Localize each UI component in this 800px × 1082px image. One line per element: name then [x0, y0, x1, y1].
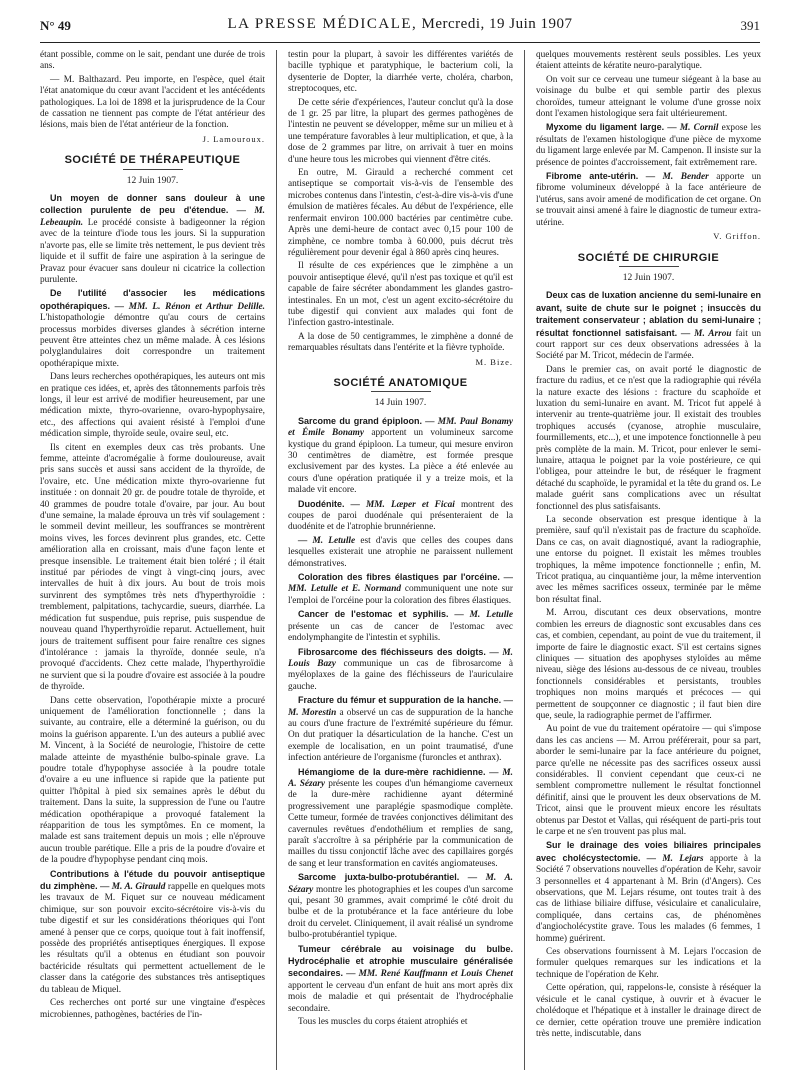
paragraph: — M. Balthazard. Peu importe, en l'espèce, quel était l'état anatomique du cœur avant l'accident et les antécédents pathologiques. La loi de 1898 et la jurisprudence de la Cour de cassation ne tiennent pas compte de l'état antérieur des lésions, mais bien de l'état antérieur de la fonction. — [40, 74, 265, 131]
article-author: — MM. Letulle et E. Normand — [288, 573, 513, 595]
paragraph: En outre, M. Girauld a recherché comment cet antiseptique se comportait vis-à-vis de l'ensemble des microbes contenus dans l'intestin, c'est-à-dire vis-à-vis d'une émulsion de matières fécales. Au début de l'expérience, elle renfermait environ 100.000 bactéries par centimètre cube. Après une demi-heure de contact avec 0,15 pour 100 de zimphène, ce nombre tomba à 60.000, puis décrut très régulièrement pour devenir égal à 860 après cinq heures. — [288, 168, 513, 258]
paragraph: Tous les muscles du corps étaient atrophiés et — [298, 1017, 468, 1028]
article-title: Sarcome du grand épiploon. — [298, 415, 423, 426]
paragraph: Ces observations fournissent à M. Lejars l'occasion de formuler quelques remarques sur les indications et la technique de l'opération de Kehr. — [536, 947, 761, 980]
article-author: — M. Letulle — [454, 610, 513, 621]
article-item — [288, 944, 513, 1015]
article-author: — MM. Paul Bonamy et Émile Bonamy — [288, 416, 513, 439]
section-divider — [123, 169, 183, 170]
issue-date: Mercredi, 19 Juin 1907 — [421, 16, 573, 32]
folio: 391 — [740, 18, 760, 33]
article-text: fait un court rapport sur ces deux observations adressées à la Société par M. Tricot, médecin de l'armée. — [536, 328, 761, 362]
section-date: 14 Juin 1907. — [374, 398, 427, 409]
article-item — [288, 536, 513, 570]
article-author: — M. A. Girauld — [100, 882, 166, 893]
article-author: — M. Morestin — [288, 696, 513, 718]
paragraph: Il résulte de ces expériences que le zimphène a un pouvoir antiseptique élevé, qu'il n'est pas toxique et qu'il est capable de faire sécréter abondamment les glandes gastro-intestinales. En un mot, c'est un agent excito-sécrétoire du tube digestif qui convient aux malades qui font de l'infection gastro-intestinale. — [288, 261, 513, 329]
article-author: — M. Lebeaupin. — [40, 206, 265, 228]
column-rule — [276, 50, 277, 1070]
section-title: SOCIÉTÉ ANATOMIQUE — [333, 376, 468, 389]
section-date: 12 Juin 1907. — [622, 272, 675, 283]
paragraph: testin pour la plupart, à savoir les différentes variétés de bacille typhique et paratyphique, le bacterium coli, la dysenterie de Dopter, la diarrhée verte, choléra, charbon, streptocoques, etc. — [288, 50, 513, 95]
section-date: 12 Juin 1907. — [126, 175, 179, 186]
article-text: rappelle en quelques mots les travaux de M. Fiquet sur ce nouveau médicament chimique, sur son pouvoir excito-sécrétoire vis-à-vis du tube digestif et sur les considérations théoriques qui l'ont amené à penser que ce corps, quoique tout à fait inoffensif, possède des propriétés antiseptiques énergiques. Il expose les résultats qu'il a obtenus en étudiant son pouvoir bactéricide résultats qui permettent actuellement de le classer dans la catégorie des substances très antiseptiques du tableau de Miquel. — [40, 882, 265, 995]
article-text: Le procédé consiste à badigeonner la région avec de la teinture d'iode tous les jours. Si la suppuration n'avorte pas, elle se limite très nettement, le pus devient très liquide et il suffit de faire une aspiration à la seringue de Pravaz pour évacuer sans douleur ni cicatrice la collection purulente. — [40, 217, 265, 285]
column-2 — [288, 50, 513, 1072]
article-title: Duodénite. — [298, 498, 345, 509]
article-title: Coloration des fibres élastiques par l'orcéine. — [298, 572, 500, 583]
article-title: De l'utilité d'associer les médications opothérapiques. — [40, 288, 265, 311]
article-item — [288, 767, 513, 871]
article-item — [40, 288, 265, 370]
article-title: Sur le drainage des voies biliaires principales avec cholécystectomie. — [536, 840, 761, 863]
column-rule — [524, 50, 525, 1070]
paragraph: Cette opération, qui, rappelons-le, consiste à réséquer la vésicule et le canal cystique, à ouvrir et à évacuer le cholédoque et l'hépatique et à installer le drainage direct de ce dernier, cette opération trouve une première indication très nette, indiscutable, dans — [536, 983, 761, 1039]
article-author: — M. A. Sézary — [288, 873, 513, 895]
paragraph: A la dose de 50 centigrammes, le zimphène a donné de remarquables résultats dans l'entérite et la fièvre typhoïde. — [288, 331, 513, 354]
article-text: présente les coupes d'un hémangiome caverneux de la dure-mère rachidienne ayant déterminé progressivement une paraplégie spasmodique complète. Cette tumeur, formée de travées conjonctives délimitant des cavernules revêtues d'endothélium et remplies de sang, paraît s'accroître à sa périphérie par la communication de mailles du tissu conjonctif lâche avec des capillaires gorgés de sang et leur transformation en cavités angiomateuses. — [288, 778, 513, 869]
paragraph: Dans cette observation, l'opothérapie mixte a procuré uniquement de l'amélioration fonctionnelle ; dans la suivante, au contraire, elle a déterminé la guérison, ou du moins la guérison apparente. L'un des auteurs a publié avec M. Vincent, à la Société de neurologie, l'histoire de cette malade atteinte de myasthénie bulbo-spinale grave. La poudre totale d'hypophyse associée à la poudre totale d'ovaire a eu une influence si rapide que la patiente put quitter l'hôpital à pied six semaines après le début du traitement. Dans la suite, la suppression de l'une ou l'autre médication opothérapique a provoqué fatalement la réapparition de tous les symptômes. En ce moment, la malade est sans traitement depuis un mois ; elle n'éprouve aucun trouble parétique. Elle a pris de la poudre d'ovaire et de la poudre d'hypophyse pendant cinq mois. — [40, 695, 265, 866]
article-title: Fibrosarcome des fléchisseurs des doigts. — [298, 646, 486, 657]
article-author: — M. Louis Bazy — [288, 647, 513, 669]
article-author: — M. Bender — [645, 172, 709, 183]
journal-title: LA PRESSE MÉDICALE, — [227, 16, 418, 32]
article-author: — M. Letulle — [298, 535, 356, 546]
column-1 — [40, 50, 265, 1072]
article-item — [40, 193, 265, 286]
paragraph: Dans le premier cas, on avait porté le diagnostic de fracture du radius, et ce n'est que la radiographie qui révéla la nature exacte des lésions : fracture du scaphoïde et luxation du semi-lunaire en avant. M. Tricot fut appelé à intervenir au trente-quatrième jour. Il existait des troubles trophiques accusés (cyanose, atrophie musculaire, fourmillements, etc...), et une impotence fonctionnelle à peu près complète de la main. M. Tricot, pour enlever le semi-lunaire, attaqua le poignet par la voie postérieure, ce qui l'obligea, pour atteindre le but, de réséquer le fragment détaché du scaphoïde, le pyramidal et la tête du grand os. Le malade guérit sans complications avec un résultat fonctionnel des plus satisfaisants. — [536, 364, 761, 512]
article-item — [288, 872, 513, 941]
article-item — [536, 171, 761, 229]
article-text: montrent des coupes de paroi duodénale qui présenteraient de la duodénite et de l'atrophie brunnérienne. — [288, 499, 513, 533]
paragraph: Ces recherches ont porté sur une vingtaine d'espèces microbiennes, pathogènes, bactéries de l'in- — [40, 998, 265, 1020]
signature: J. Lamouroux. — [202, 133, 265, 144]
article-title: Tumeur cérébrale au voisinage du bulbe. Hydrocéphalie et atrophie musculaire généralisée secondaires. — [288, 943, 513, 979]
section-title: SOCIÉTÉ DE CHIRURGIE — [577, 251, 720, 264]
article-item — [40, 869, 265, 996]
article-title: Sarcome juxta-bulbo-protubérantiel. — [298, 872, 460, 883]
article-item — [536, 122, 761, 169]
paragraph: Dans leurs recherches opothérapiques, les auteurs ont mis en pratique ces idées, et, après des tâtonnements parfois très longs, il leur est arrivé de modifier heureusement, par une médication mixte, thyro-ovarienne, ovaro-hypophysaire, etc., des affections qui avaient résisté à l'emploi d'une médication simple, thyroïde seule, ovaire seul, etc. — [40, 372, 265, 440]
article-item — [288, 416, 513, 497]
article-author: — MM. L. Rénon et Arthur Delille. — [114, 301, 265, 312]
page-header — [40, 14, 760, 43]
article-text: a observé un cas de suppuration de la hanche au cours d'une fracture de l'extrémité supérieure du fémur. On dut pratiquer la désarticulation de la hanche. C'est un exemple de localisation, en un point traumatisé, d'une infection antérieure de l'organisme (furoncles et anthrax). — [288, 707, 513, 764]
paragraph: On voit sur ce cerveau une tumeur siégeant à la base au voisinage du bulbe et qui semble partir des plexus choroïdes, tumeur atteignant le volume d'une grosse noix dont l'examen histologique sera fait ultérieurement. — [536, 74, 761, 120]
paragraph: M. Arrou, discutant ces deux observations, montre combien les erreurs de diagnostic sont excusables dans ces cas, et combien, cependant, au point de vue du traitement, il importe de faire le diagnostic exact. S'il est certains signes cliniques — situation des apophyses styloïdes au même niveau, siège des lésions au-dessous de ce niveau, troubles fonctionnels considérables et persistants, troubles trophiques non moins marqués et précoces — qui permettent de soupçonner ce diagnostic ; il faut bien dire que, seule, la radiographie permet de l'affirmer. — [536, 608, 761, 721]
article-title: Un moyen de donner sans douleur à une collection purulente de peu d'étendue. — [40, 193, 265, 216]
section-divider — [619, 266, 679, 267]
paragraph: La seconde observation est presque identique à la première, sauf qu'il n'existait pas de fracture du scaphoïde. Dans ce cas, on avait diagnostiqué, avant la radiographie, une entorse du poignet. Il existait les mêmes troubles trophiques, la même impotence fonctionnelle ; enfin, M. Tricot pratiqua, au cinquantième jour, la même intervention avec les mêmes sacrifices osseux, terminée par le même bon résultat final. — [536, 515, 761, 605]
article-text: apporte à la Société 7 observations nouvelles d'opération de Kehr, savoir 3 personnelles et 4 appartenant à M. Brin (d'Angers). Ces observations, que M. Lejars résume, ont toutes trait à des cas de lithiase biliaire diffuse, vésiculaire et canaliculaire, compliquée, dans certains cas, de phénomènes d'angiocholécystite grave. Tous les malades (6 femmes, 1 homme) guérirent. — [536, 853, 761, 944]
article-title: Deux cas de luxation ancienne du semi-lunaire en avant, suite de chute sur le poignet ; insuccès du traitement conservateur ; ablation du semi-lunaire ; résultat fonctionnel satisfaisant. — [536, 290, 761, 338]
article-item — [288, 609, 513, 644]
signature: V. Griffon. — [713, 231, 761, 242]
article-author: — M. Arrou — [681, 328, 732, 339]
article-text: présente un cas de cancer de l'estomac avec endolymphangite de l'intestin et syphilis. — [288, 621, 513, 644]
article-title: Contributions à l'étude du pouvoir antiseptique du zimphène. — [40, 868, 265, 892]
article-item — [288, 499, 513, 534]
article-author: — M. Lejars — [646, 853, 704, 864]
page-number: N° 49 — [40, 18, 71, 33]
article-author: — M. Cornil — [667, 123, 719, 134]
paragraph: Ils citent en exemples deux cas très probants. Une femme, atteinte d'acromégalie à forme douloureuse, avait pris sans succès et aussi sans accident de la thyroïde, de l'ovaire, etc. Une médication mixte thyro-ovarienne fut instituée : on donnait 20 gr. de poudre totale de thyroïde, et 40 grammes de poudre totale d'ovaire, par jour. Au bout d'une semaine, la malade éprouva un très vif soulagement : le sommeil devint meilleur, les souffrances se montrèrent moins vives, les forces devinrent plus grandes, etc. Cette amélioration alla en croissant, mais d'une façon lente et presque insensible. Le traitement était bien toléré ; il était institué par périodes de vingt à vingt-cinq jours, avec intervalles de huit à dix jours. Au bout de trois mois survinrent des symptômes très nets d'hyperthyroïdie : tremblement, palpitations, tachycardie, sueurs, diarrhée. La médication fut suspendue, puis reprise, puis suspendue de nouveau quand l'hyperthyroïdie reparut. Actuellement, huit jours de traitement suffisent pour faire renaître ces signes d'intolérance : jamais la thyroïde, donnée seule, n'a provoqué d'accidents. Chez cette malade, l'hyperthyroïdie ne survient que si la poudre d'ovaire est associée à la poudre de thyroïde. — [40, 442, 265, 693]
article-text: communique un cas de fibrosarcome à myéloplaxes de la gaine des fléchisseurs de l'auriculaire gauche. — [288, 658, 513, 692]
article-text: est d'avis que celles des coupes dans lesquelles existerait une atrophie ne paraissent nullement démonstratives. — [288, 535, 513, 569]
article-title: Fracture du fémur et suppuration de la hanche. — [298, 695, 502, 706]
signature: M. Bize. — [475, 356, 513, 367]
article-item — [288, 695, 513, 764]
section-divider — [371, 391, 431, 392]
article-item — [288, 572, 513, 607]
article-text: expose les résultats de l'examen histologique d'une pièce de myxome du ligament large enlevée par M. Campenon. Il insiste sur la présence de pointes d'accroissement, fait extrêmement rare. — [536, 123, 761, 168]
article-title: Myxome du ligament large. — [546, 122, 665, 133]
article-author: — MM. René Kauffmann et Louis Chenet — [346, 969, 513, 980]
column-3 — [536, 50, 761, 1072]
article-author: — MM. Læper et Ficai — [350, 499, 455, 510]
article-item — [536, 840, 761, 945]
article-text: L'histopathologie démontre qu'au cours de certains processus morbides diverses glandes à sécrétion interne peuvent être atteintes chez un même malade. À ces lésions polyglandulaires doit correspondre un traitement opothérapique mixte. — [40, 313, 265, 369]
article-title: Fibrome ante-utérin. — [546, 171, 639, 182]
article-item — [288, 647, 513, 694]
article-title: Cancer de l'estomac et syphilis. — [298, 609, 449, 620]
paragraph: Au point de vue du traitement opératoire — qui s'impose dans les cas anciens — M. Arrou préférerait, pour sa part, aborder le semi-lunaire par la face antérieure du poignet, parce qu'elle ne nécessite pas des sacrifices osseux aussi considérables. Il convient cependant que ceux-ci ne semblent compromettre nullement le résultat fonctionnel définitif, ainsi que le prouvent les deux observations de M. Tricot, ainsi que le prouvent mieux encore les résultats obtenus par Destot et Vallas, qui réséquent de parti-pris tout le carpe et ne s'en trouvent pas plus mal. — [536, 724, 761, 837]
article-text: apportent un volumineux sarcome kystique du grand épiploon. La tumeur, qui mesure environ 30 centimètres de diamètre, est formée presque exclusivement par des kystes. La pièce a été enlevée au cours d'une opération pratiquée il y a treize mois, et la malade vit encore. — [288, 428, 513, 496]
article-text: apportent le cerveau d'un enfant de huit ans mort après dix mois de maladie et qui présentait de l'hydrocéphalie secondaire. — [288, 980, 513, 1014]
article-text: apporte un fibrome volumineux développé à la face antérieure de l'utérus, sans avoir amené de modification de cet organe. On se trouvait ainsi amené à faire le diagnostic de tumeur extra-utérine. — [536, 172, 761, 228]
article-author: — M. A. Sézary — [288, 767, 513, 789]
article-text: communiquent une note sur l'emploi de l'orcéine pour la coloration des fibres élastiques. — [288, 584, 513, 606]
article-text: montre les photographies et les coupes d'un sarcome qui, pesant 30 grammes, avait comprimé le côté droit du bulbe et de la protubérance et la face antérieure du lobe droit du cervelet. Cliniquement, il avait réalisé un syndrome bulbo-protubérantiel typique. — [288, 884, 513, 941]
paragraph: quelques mouvements restèrent seuls possibles. Les yeux étaient atteints de kératite neuro-paralytique. — [536, 50, 761, 72]
paragraph: étant possible, comme on le sait, pendant une durée de trois ans. — [40, 50, 265, 72]
section-title: SOCIÉTÉ DE THÉRAPEUTIQUE — [64, 154, 241, 167]
article-title: Hémangiome de la dure-mère rachidienne. — [298, 766, 486, 777]
paragraph: De cette série d'expériences, l'auteur conclut qu'à la dose de 1 gr. 25 par litre, la plupart des germes pathogènes de l'intestin ne peuvent se développer, même sur un milieu et à une température favorables à leur multiplication, et que, à la dose de 2 grammes par litre, on arrivait à tuer en moins d'une heure tous les microbes qui viennent d'être cités. — [288, 97, 513, 165]
article-item — [536, 290, 761, 362]
journal-title-line — [40, 16, 760, 33]
